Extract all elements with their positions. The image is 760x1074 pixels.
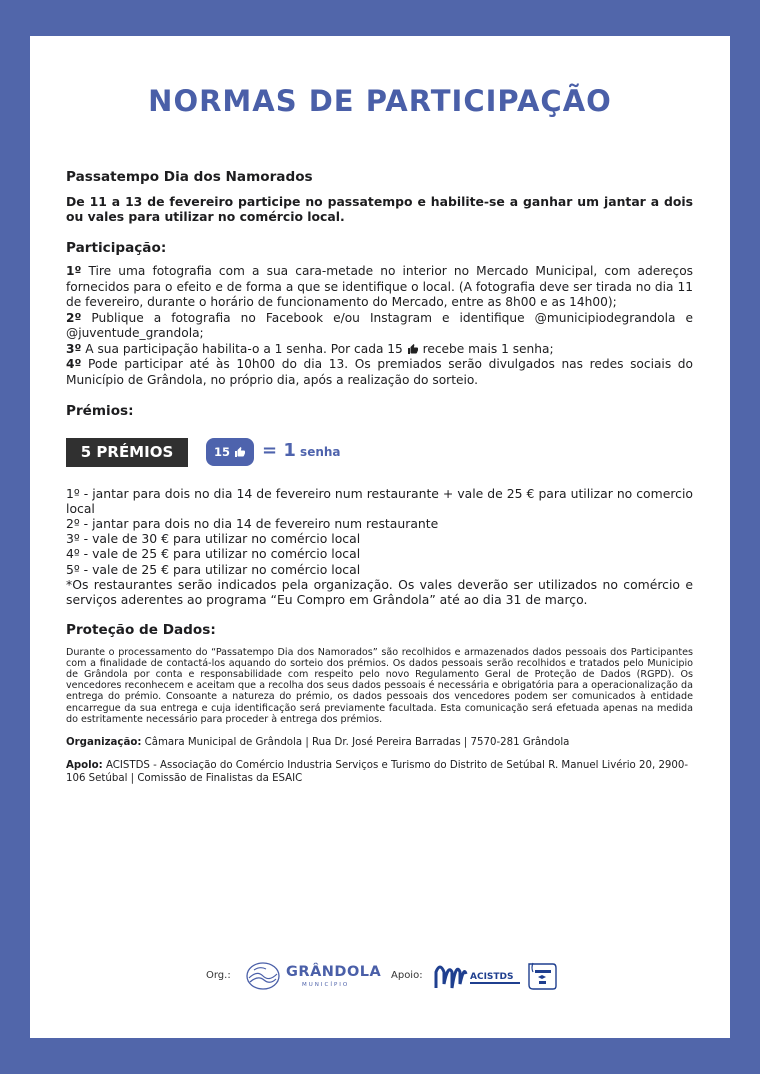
support-label: Apolo:: [66, 759, 103, 771]
thumbs-up-icon: [407, 343, 419, 355]
step-text: Publique a fotografia no Facebook e/ou Instagram e identifique @municipiodegrandola e @juventude_grandola;: [66, 310, 693, 340]
likes-count: 15: [213, 444, 230, 459]
grandola-logo: [245, 960, 281, 992]
poster-page: [30, 36, 730, 1038]
support-text: ACISTDS - Associação do Comércio Industria Serviços e Turismo do Distrito de Setúbal R. Manuel Livério 20, 2900-106 Setúbal | Comissão de Finalistas da ESAIC: [66, 759, 689, 784]
step-text: A sua participação habilita-o a 1 senha. Por cada 15: [81, 341, 407, 356]
step-number: 2º: [66, 310, 82, 325]
org-label: Org.:: [206, 970, 231, 981]
list-item: *Os restaurantes serão indicados pela organização. Os vales deverão ser utilizados no comércio e serviços aderentes ao programa “Eu Compro em Grândola” até ao dia 31 de março.: [66, 576, 693, 607]
prizes-heading: Prémios:: [66, 403, 134, 419]
likes-pill: [206, 438, 254, 466]
privacy-text: Durante o processamento do “Passatempo Dia dos Namorados” são recolhidos e armazenados dados pessoais dos Participantes com a finalidade de contactá-los aquando do sorteio dos prémios. Os dados pessoais serão recolhidos e tratados pelo Municipio de Grândola por conta e responsabilidade com respeito pelo novo Regulamento Geral de Proteção de Dados (RGPD). Os vencedores reconhecem e aceitam que a recolha dos seus dados pessoais é necessária e obrigatória para a operacionalização da entrega do prémio. Consoante a natureza do prémio, os dados pessoais dos vencedores podem ser comunicados à entidade encarregue da sua entrega e cuja identificação será previamente facultada. Esta comunicação será efetuada apenas na medida do estritamente necessário para proceder à entrega dos prémios.: [66, 646, 693, 725]
content: [66, 170, 693, 795]
prize-summary: [66, 432, 693, 476]
participation-step-1: [66, 264, 693, 311]
acistds-name: ACISTDS: [470, 972, 514, 982]
step-number: 4º: [66, 357, 82, 371]
apoio-label: Apoio:: [391, 970, 423, 981]
step-number: 3º: [66, 341, 82, 356]
equals-label: = 1: [262, 439, 296, 461]
prize-list: [66, 486, 693, 608]
list-item: 2º - jantar para dois no dia 14 de fevereiro num restaurante: [66, 515, 439, 531]
grandola-subtitle: MUNICÍPIO: [302, 982, 350, 988]
list-item: 5º - vale de 25 € para utilizar no comércio local: [66, 561, 361, 577]
list-item: 1º - jantar para dois no dia 14 de fevereiro num restaurante + vale de 25 € para utilizar no comercio local: [66, 485, 693, 516]
participation-step-3: [66, 342, 693, 358]
step-text: Tire uma fotografia com a sua cara-metade no interior no Mercado Municipal, com adereços fornecidos para o efeito e de forma a que se identifique o local. (A fotografia deve ser tirada no dia 11 de fevereiro, durante o horário de funcionamento do Mercado, entre as 8h00 e as 14h00);: [66, 264, 693, 309]
thumbs-up-icon: [234, 446, 246, 458]
participation-step-4: [66, 357, 693, 388]
organization-text: Câmara Municipal de Grândola | Rua Dr. José Pereira Barradas | 7570-281 Grândola: [141, 737, 570, 749]
support-line: [66, 760, 693, 786]
contest-heading: Passatempo Dia dos Namorados: [66, 169, 313, 185]
list-item: 4º - vale de 25 € para utilizar no comércio local: [66, 546, 361, 562]
equals-one-senha: [262, 437, 341, 466]
organization-label: Organização:: [66, 737, 142, 749]
step-text: Pode participar até às 10h00 do dia 13. Os premiados serão divulgados nas redes sociais do Município de Grândola, no próprio dia, após a realização do sorteio.: [66, 357, 693, 387]
page-title: NORMAS DE PARTICIPAÇÃO: [148, 84, 612, 118]
organization-line: [66, 737, 693, 750]
esaic-logo: [525, 960, 559, 992]
footer-logos: [30, 956, 730, 1000]
privacy-heading: Proteção de Dados:: [66, 622, 216, 639]
contest-lead: De 11 a 13 de fevereiro participe no passatempo e habilite-se a ganhar um jantar a dois ou vales para utilizar no comércio local.: [66, 193, 693, 224]
list-item: 3º - vale de 30 € para utilizar no comércio local: [66, 531, 361, 547]
step-number: 1º: [66, 264, 82, 278]
senha-label: senha: [295, 444, 341, 459]
participation-heading: Participação:: [66, 239, 167, 256]
step-text: recebe mais 1 senha;: [418, 341, 554, 356]
prizes-count-badge: 5 PRÉMIOS: [66, 438, 188, 467]
participation-step-2: [66, 311, 693, 342]
grandola-name: GRÂNDOLA: [286, 964, 382, 980]
